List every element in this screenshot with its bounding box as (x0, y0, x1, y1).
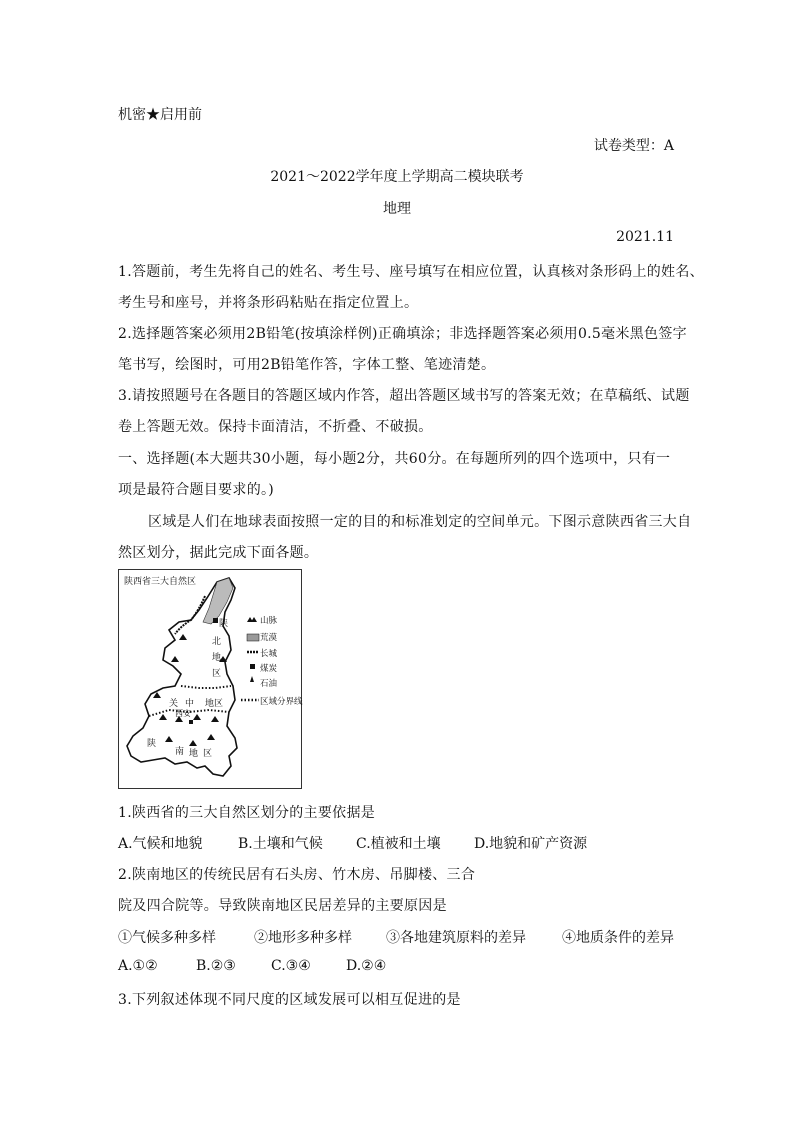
guanzhong-label-char: 中 (185, 699, 195, 709)
q1-option-b: B.土壤和气候 (238, 836, 323, 852)
instruction-line: 1.答题前，考生先将自己的姓名、考生号、座号填写在相应位置，认真核对条形码上的姓名、 (118, 264, 704, 280)
south-label-char: 南 (175, 747, 185, 757)
legend-desert: 荒漠 (260, 633, 278, 643)
subject-title: 地理 (383, 201, 411, 217)
q2-factor-4: ④地质条件的差异 (562, 930, 674, 946)
south-label-char: 地 (189, 749, 199, 759)
legend-oil: 石油 (260, 679, 278, 689)
map-title: 陕西省三大自然区 (124, 577, 197, 587)
passage-text-cont: 然区划分，据此完成下面各题。 (118, 545, 319, 561)
q1-option-d: D.地貌和矿产资源 (474, 836, 588, 852)
exam-date: 2021.11 (616, 229, 674, 245)
section-heading: 一、选择题(本大题共30小题，每小题2分，共60分。在每题所列的四个选项中，只有一 (118, 451, 671, 467)
question-2-stem-cont: 院及四合院等。导致陕南地区民居差异的主要原因是 (118, 898, 447, 914)
south-label-char: 陕 (147, 739, 157, 749)
passage-text: 区域是人们在地球表面按照一定的目的和标准划定的空间单元。下图示意陕西省三大自 (148, 514, 692, 530)
confidential-label: 机密★启用前 (118, 107, 202, 123)
north-label-char: 陕 (219, 619, 229, 629)
legend-great-wall: 长城 (260, 649, 278, 659)
section-heading-cont: 项是最符合题目要求的。) (118, 482, 275, 498)
xian-label: 西安 (175, 709, 191, 718)
paper-type: 试卷类型：A (593, 138, 674, 154)
instruction-line: 笔书写，绘图时，可用2B铅笔作答，字体工整、笔迹清楚。 (118, 357, 496, 373)
south-label-char: 区 (203, 749, 213, 759)
north-label-char: 区 (212, 669, 222, 679)
q2-option-a: A.①② (118, 958, 158, 974)
instruction-line: 3.请按照题号在各题目的答题区域内作答，超出答题区域书写的答案无效；在草稿纸、试题 (118, 388, 690, 404)
legend-mountain: 山脉 (260, 616, 278, 626)
shaanxi-region-map (118, 569, 302, 789)
instruction-line: 2.选择题答案必须用2B铅笔(按填涂样例)正确填涂；非选择题答案必须用0.5毫米黑色签字 (118, 326, 687, 342)
q1-option-a: A.气候和地貌 (118, 836, 203, 852)
guanzhong-label-char: 地区 (205, 699, 224, 709)
q2-factor-2: ②地形多种多样 (254, 930, 352, 946)
q2-option-c: C.③④ (271, 958, 311, 974)
q2-factor-1: ①气候多种多样 (118, 930, 216, 946)
question-2-stem: 2.陕南地区的传统民居有石头房、竹木房、吊脚楼、三合 (118, 867, 476, 883)
q1-option-c: C.植被和土壤 (356, 836, 441, 852)
north-label-char: 地 (212, 653, 222, 663)
legend-coal: 煤炭 (260, 664, 278, 674)
q2-option-b: B.②③ (196, 958, 236, 974)
q2-option-d: D.②④ (346, 958, 387, 974)
guanzhong-label-char: 关 (169, 699, 179, 709)
instruction-line: 卷上答题无效。保持卡面清洁，不折叠、不破损。 (118, 419, 433, 435)
instruction-line: 考生号和座号，并将条形码粘贴在指定位置上。 (118, 295, 419, 311)
q2-factor-3: ③各地建筑原料的差异 (386, 930, 526, 946)
legend-boundary: 区域分界线 (260, 697, 303, 707)
question-1-stem: 1.陕西省的三大自然区划分的主要依据是 (118, 805, 376, 821)
exam-title: 2021～2022学年度上学期高二模块联考 (270, 169, 524, 185)
north-label-char: 北 (212, 637, 222, 647)
question-3-stem: 3.下列叙述体现不同尺度的区域发展可以相互促进的是 (118, 992, 461, 1008)
